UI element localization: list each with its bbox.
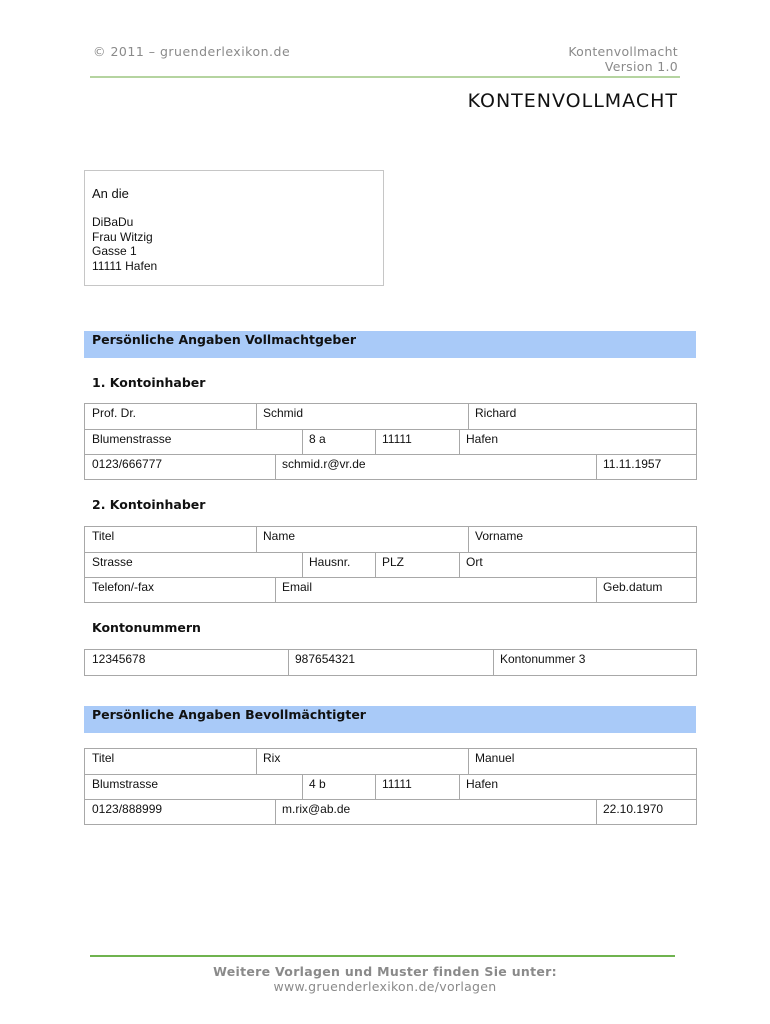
email-field[interactable]: schmid.r@vr.de: [282, 457, 366, 471]
page-title: KONTENVOLLMACHT: [467, 90, 678, 112]
document-info: [568, 44, 678, 74]
table-row: [85, 749, 696, 774]
name-field[interactable]: Schmid: [263, 406, 304, 420]
document-version: Version 1.0: [604, 59, 678, 74]
telefon-field[interactable]: 0123/888999: [92, 802, 163, 816]
footer-link[interactable]: www.gruenderlexikon.de/vorlagen: [273, 979, 497, 994]
vorname-field[interactable]: Richard: [475, 406, 517, 420]
geburtsdatum-field[interactable]: Geb.datum: [603, 580, 663, 594]
strasse-field[interactable]: Blumenstrasse: [92, 432, 172, 446]
kontonummer-1-field[interactable]: 12345678: [92, 652, 146, 666]
table-row: [85, 454, 696, 479]
holder1-label: 1. Kontoinhaber: [92, 375, 206, 390]
copyright-text: © 2011 – gruenderlexikon.de: [93, 44, 291, 59]
titel-field[interactable]: Titel: [92, 751, 115, 765]
footer-divider: [90, 955, 675, 957]
hausnr-field[interactable]: 4 b: [309, 777, 326, 791]
hausnr-field[interactable]: Hausnr.: [309, 555, 351, 569]
plz-field[interactable]: 11111: [382, 777, 412, 791]
kontonummern-label: Kontonummern: [92, 620, 201, 635]
bevollmaechtigter-table: [84, 748, 697, 825]
table-row: [85, 429, 696, 454]
address-line: DiBaDu: [92, 215, 134, 229]
address-lines: [92, 215, 157, 273]
document-name: Kontenvollmacht: [568, 44, 678, 59]
email-field[interactable]: m.rix@ab.de: [282, 802, 351, 816]
section-title-vollmachtgeber: Persönliche Angaben Vollmachtgeber: [92, 332, 356, 347]
name-field[interactable]: Rix: [263, 751, 281, 765]
holder2-label: 2. Kontoinhaber: [92, 497, 206, 512]
header-divider: [90, 76, 680, 78]
table-row: [85, 774, 696, 799]
geburtsdatum-field[interactable]: 11.11.1957: [603, 457, 662, 471]
email-field[interactable]: Email: [282, 580, 313, 594]
footer-text: Weitere Vorlagen und Muster finden Sie unter:: [213, 964, 557, 979]
kontonummer-2-field[interactable]: 987654321: [295, 652, 356, 666]
telefon-field[interactable]: 0123/666777: [92, 457, 163, 471]
strasse-field[interactable]: Strasse: [92, 555, 133, 569]
ort-field[interactable]: Hafen: [466, 432, 499, 446]
kontonummern-table: [84, 649, 697, 676]
table-row: [85, 577, 696, 602]
geburtsdatum-field[interactable]: 22.10.1970: [603, 802, 664, 816]
holder2-table: [84, 526, 697, 603]
table-row: [85, 650, 696, 675]
titel-field[interactable]: Titel: [92, 529, 115, 543]
name-field[interactable]: Name: [263, 529, 296, 543]
address-intro: An die: [92, 186, 129, 201]
kontonummer-3-field[interactable]: Kontonummer 3: [500, 652, 586, 666]
address-line: Gasse 1: [92, 244, 137, 258]
hausnr-field[interactable]: 8 a: [309, 432, 326, 446]
table-row: [85, 404, 696, 429]
ort-field[interactable]: Hafen: [466, 777, 499, 791]
telefon-field[interactable]: Telefon/-fax: [92, 580, 155, 594]
vorname-field[interactable]: Manuel: [475, 751, 515, 765]
titel-field[interactable]: Prof. Dr.: [92, 406, 137, 420]
table-row: [85, 527, 696, 552]
address-line: Frau Witzig: [92, 229, 153, 244]
strasse-field[interactable]: Blumstrasse: [92, 777, 159, 791]
holder1-table: [84, 403, 697, 480]
plz-field[interactable]: PLZ: [382, 555, 405, 569]
address-line: 11111 Hafen: [92, 258, 158, 273]
vorname-field[interactable]: Vorname: [475, 529, 524, 543]
section-title-bevollmaechtigter: Persönliche Angaben Bevollmächtigter: [92, 707, 366, 722]
ort-field[interactable]: Ort: [466, 555, 483, 569]
table-row: [85, 552, 696, 577]
table-row: [85, 799, 696, 824]
plz-field[interactable]: 11111: [382, 432, 412, 446]
